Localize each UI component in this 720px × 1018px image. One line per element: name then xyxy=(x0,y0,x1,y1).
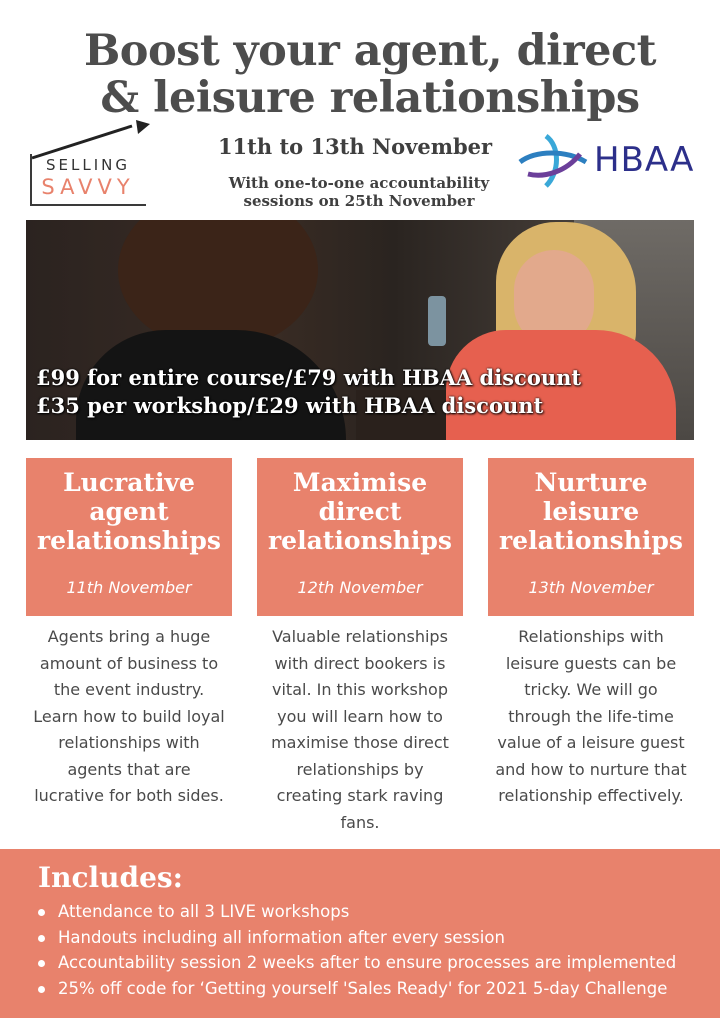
workshop-date: 11th November xyxy=(66,578,192,597)
workshop-title-line: leisure xyxy=(542,497,640,526)
pricing-line-1: £99 for entire course/£79 with HBAA discount xyxy=(36,365,582,390)
hbaa-logo-text: HBAA xyxy=(594,140,695,180)
includes-item: Handouts including all information after every session xyxy=(36,925,676,951)
description-line: Relationships with xyxy=(518,627,664,646)
hero-photo xyxy=(26,220,694,440)
workshop-date: 13th November xyxy=(528,578,654,597)
includes-list xyxy=(36,899,676,1001)
description-line: value of a leisure guest xyxy=(497,733,685,752)
description-line: relationship effectively. xyxy=(498,786,684,805)
description-line: creating stark raving xyxy=(276,786,444,805)
description-line: and how to nurture that xyxy=(495,759,687,779)
pricing-line-2: £35 per workshop/£29 with HBAA discount xyxy=(36,393,544,418)
workshop-date: 12th November xyxy=(297,578,423,597)
workshop-description-agent xyxy=(19,624,239,810)
workshop-title xyxy=(26,468,232,555)
includes-section xyxy=(0,849,720,1018)
workshop-title xyxy=(257,468,463,555)
workshop-card-agent xyxy=(26,458,232,616)
page-title xyxy=(40,28,700,122)
workshop-title-line: Lucrative xyxy=(63,468,195,497)
pricing-text xyxy=(36,364,694,420)
description-line: with direct bookers is xyxy=(274,653,446,673)
workshop-title-line: direct xyxy=(318,497,402,526)
description-line: Valuable relationships xyxy=(272,627,448,646)
water-bottle xyxy=(428,296,446,346)
logo-word-selling: SELLING xyxy=(46,156,130,174)
workshop-description-direct xyxy=(250,624,470,836)
description-line: through the life-time xyxy=(508,706,674,726)
workshop-title-line: relationships xyxy=(37,526,221,555)
workshop-title-line: Maximise xyxy=(292,468,428,497)
includes-item: 25% off code for ‘Getting yourself 'Sales Ready' for 2021 5-day Challenge xyxy=(36,976,676,1002)
page-title-line-1: Boost your agent, direct xyxy=(83,26,657,76)
description-line: agents that are xyxy=(67,759,191,779)
description-line: tricky. We will go xyxy=(524,680,658,699)
description-line: Agents bring a huge xyxy=(47,627,211,646)
description-line: amount of business to xyxy=(39,653,219,673)
workshop-title-line: relationships xyxy=(268,526,452,555)
description-line: lucrative for both sides. xyxy=(34,786,224,805)
description-line: you will learn how to xyxy=(277,706,443,726)
accountability-subtitle xyxy=(186,174,532,210)
workshop-title-line: Nurture xyxy=(534,468,648,497)
workshop-description-leisure xyxy=(481,624,701,810)
includes-heading: Includes: xyxy=(38,861,183,894)
logo-word-savvy: SAVVY xyxy=(41,175,135,199)
workshop-title-line: agent xyxy=(89,497,169,526)
workshop-card-direct xyxy=(257,458,463,616)
description-line: maximise those direct xyxy=(271,733,449,752)
description-line: fans. xyxy=(340,812,380,832)
description-line: relationships with xyxy=(58,733,200,752)
page-title-line-2: & leisure relationships xyxy=(100,73,640,123)
description-line: relationships by xyxy=(296,759,424,779)
description-line: Learn how to build loyal xyxy=(33,706,225,726)
selling-savvy-logo xyxy=(28,118,154,210)
workshop-card-leisure xyxy=(488,458,694,616)
description-line: leisure guests can be xyxy=(505,653,677,673)
includes-item: Attendance to all 3 LIVE workshops xyxy=(36,899,676,925)
hbaa-logo xyxy=(516,132,702,190)
hbaa-swirl-icon xyxy=(516,132,596,190)
subtitle-line-1: With one-to-one accountability xyxy=(228,174,490,192)
workshop-title xyxy=(488,468,694,555)
description-line: vital. In this workshop xyxy=(272,680,448,699)
includes-item: Accountability session 2 weeks after to ensure processes are implemented xyxy=(36,950,676,976)
workshop-title-line: relationships xyxy=(499,526,683,555)
subtitle-line-2: sessions on 25th November xyxy=(243,192,475,210)
description-line: the event industry. xyxy=(53,680,205,699)
event-dates: 11th to 13th November xyxy=(217,134,493,159)
